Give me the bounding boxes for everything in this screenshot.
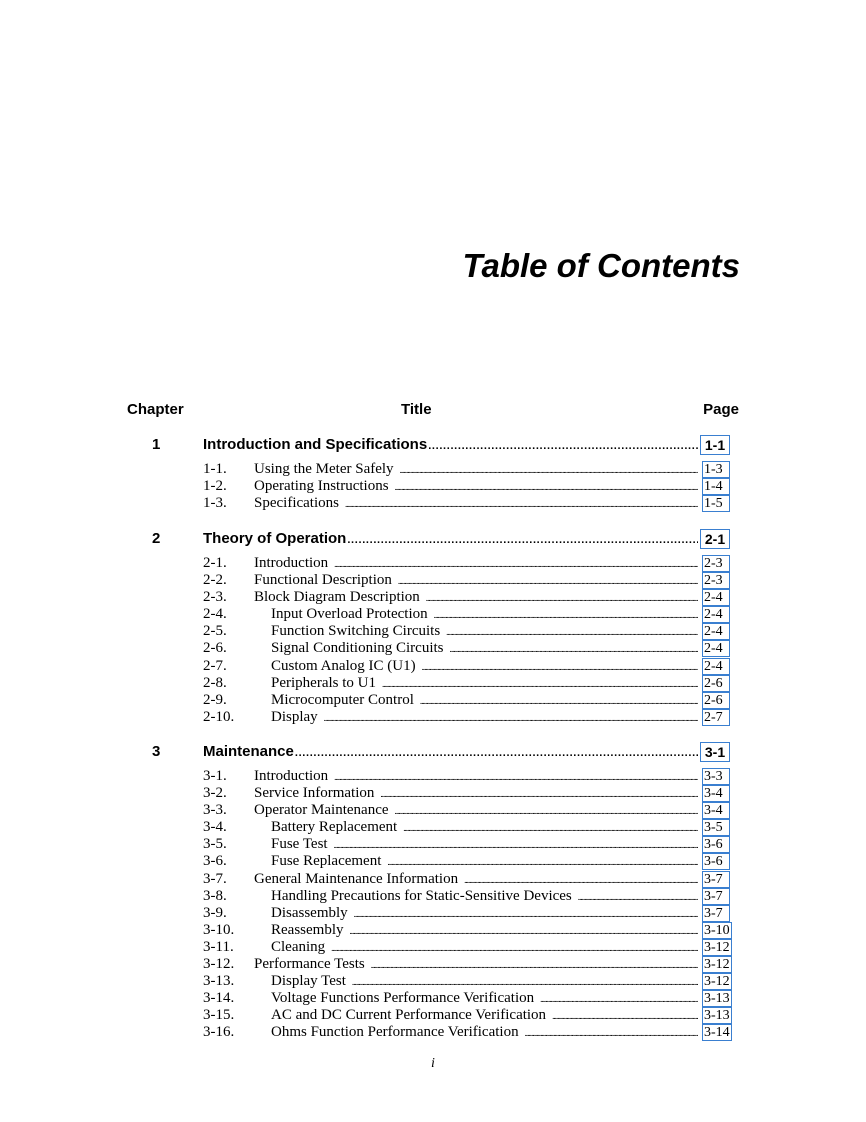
section-page-link[interactable]: 3-12 xyxy=(704,957,730,973)
chapter-title-leader xyxy=(203,435,698,456)
section-row xyxy=(0,606,866,623)
section-page-link[interactable]: 3-12 xyxy=(704,974,730,990)
chapter-row xyxy=(0,742,866,762)
section-row xyxy=(0,905,866,922)
section-page-link[interactable]: 2-6 xyxy=(702,692,730,709)
section-title-leader xyxy=(254,956,698,974)
section-title-leader xyxy=(271,888,698,906)
chapter-title-leader xyxy=(203,742,698,763)
page-title: Table of Contents xyxy=(462,247,740,284)
dot-leader xyxy=(578,889,698,906)
section-title-leader xyxy=(271,939,698,957)
section-row xyxy=(0,836,866,853)
chapter-title: Introduction and Specifications xyxy=(203,436,428,453)
section-title-leader xyxy=(271,922,698,940)
chapter-page-link[interactable]: 1-1 xyxy=(700,435,730,455)
section-page-link[interactable]: 2-3 xyxy=(702,572,730,589)
section-title: Service Information xyxy=(254,785,375,802)
section-page-link[interactable]: 3-5 xyxy=(702,819,730,836)
section-title: Performance Tests xyxy=(254,956,365,973)
section-row xyxy=(0,939,866,956)
section-title-leader xyxy=(254,802,698,820)
section-title: Operating Instructions xyxy=(254,478,389,495)
section-row xyxy=(0,973,866,990)
section-row xyxy=(0,478,866,495)
section-number: 3-3. xyxy=(203,802,227,819)
section-title: Functional Description xyxy=(254,572,392,589)
dot-leader xyxy=(347,530,698,550)
dot-leader xyxy=(350,923,699,940)
section-title-leader xyxy=(271,1007,698,1025)
section-number: 2-1. xyxy=(203,555,227,571)
section-number: 2-10. xyxy=(203,708,235,725)
section-number: 3-13. xyxy=(203,973,235,990)
dot-leader xyxy=(371,957,698,974)
section-row xyxy=(0,802,866,819)
dot-leader xyxy=(334,769,698,786)
section-title-leader xyxy=(271,990,698,1008)
chapter-column-header: Chapter xyxy=(127,401,184,418)
section-row xyxy=(0,853,866,870)
section-row xyxy=(0,990,866,1007)
section-title: Disassembly xyxy=(271,904,348,921)
section-number: 3-15. xyxy=(203,1007,235,1024)
section-row xyxy=(0,589,866,606)
dot-leader xyxy=(464,872,698,889)
section-title: Using the Meter Safely xyxy=(254,461,394,477)
dot-leader xyxy=(420,693,698,710)
section-row xyxy=(0,956,866,973)
section-title-leader xyxy=(254,785,698,803)
section-page-link[interactable]: 3-13 xyxy=(704,1008,730,1024)
section-title: AC and DC Current Performance Verification xyxy=(271,1007,547,1024)
section-row xyxy=(0,658,866,675)
dot-leader xyxy=(352,974,698,991)
section-title-leader xyxy=(254,768,698,786)
dot-leader xyxy=(428,436,698,456)
section-row xyxy=(0,461,866,478)
section-title-leader xyxy=(254,478,698,496)
chapter-page-link[interactable]: 2-1 xyxy=(700,529,730,549)
dot-leader xyxy=(450,641,698,658)
title-column-header: Title xyxy=(401,401,432,418)
section-title: Input Overload Protection xyxy=(271,606,428,623)
section-row xyxy=(0,1024,866,1041)
section-row xyxy=(0,819,866,836)
chapter-page-link[interactable]: 3-1 xyxy=(700,742,730,762)
section-title: Display Test xyxy=(271,973,346,990)
dot-leader xyxy=(334,837,698,854)
section-row xyxy=(0,572,866,589)
chapter-title: Theory of Operation xyxy=(203,530,347,547)
section-page-link[interactable]: 2-6 xyxy=(702,675,730,692)
dot-leader xyxy=(422,659,698,676)
section-row xyxy=(0,640,866,657)
section-number: 1-3. xyxy=(203,495,227,512)
chapter-number: 3 xyxy=(152,743,161,760)
section-row xyxy=(0,785,866,802)
section-number: 1-2. xyxy=(203,478,227,495)
chapter-title: Maintenance xyxy=(203,743,294,760)
section-page-link[interactable]: 2-4 xyxy=(702,640,730,657)
section-number: 2-3. xyxy=(203,589,227,606)
dot-leader xyxy=(395,479,698,496)
section-page-link[interactable]: 3-12 xyxy=(704,939,730,955)
chapter-title-leader xyxy=(203,529,698,550)
section-title-leader xyxy=(271,675,698,693)
section-title-leader xyxy=(254,589,698,607)
section-title-leader xyxy=(271,658,698,676)
section-number: 3-2. xyxy=(203,785,227,802)
section-page-link[interactable]: 2-4 xyxy=(702,658,730,675)
dot-leader xyxy=(403,820,698,837)
section-title-leader xyxy=(271,640,698,658)
section-title-leader xyxy=(271,1024,698,1042)
dot-leader xyxy=(398,573,698,590)
section-number: 3-9. xyxy=(203,904,227,921)
section-list xyxy=(0,555,866,726)
dot-leader xyxy=(331,940,698,957)
section-title: General Maintenance Information xyxy=(254,870,459,887)
section-number: 3-14. xyxy=(203,990,235,1007)
section-page-link[interactable]: 3-10 xyxy=(704,922,730,938)
chapter-row xyxy=(0,529,866,549)
dot-leader xyxy=(345,496,698,513)
section-row xyxy=(0,495,866,512)
page-column-header: Page xyxy=(703,401,739,418)
section-row xyxy=(0,1007,866,1024)
section-title-leader xyxy=(254,555,698,573)
section-title-leader xyxy=(271,692,698,710)
section-page-link[interactable]: 1-5 xyxy=(702,495,730,512)
section-row xyxy=(0,692,866,709)
section-page-link[interactable]: 3-6 xyxy=(702,836,730,853)
section-title-leader xyxy=(271,973,698,991)
dot-leader xyxy=(434,607,698,624)
section-number: 3-5. xyxy=(203,836,227,853)
section-title: Operator Maintenance xyxy=(254,802,389,819)
section-page-link[interactable]: 3-6 xyxy=(702,853,730,870)
section-number: 3-12. xyxy=(203,956,235,973)
section-title: Fuse Test xyxy=(271,836,328,853)
section-title-leader xyxy=(271,606,698,624)
section-number: 2-4. xyxy=(203,606,227,623)
section-title: Specifications xyxy=(254,495,339,512)
section-list xyxy=(0,768,866,1042)
section-title: Cleaning xyxy=(271,938,326,955)
dot-leader xyxy=(446,624,698,641)
section-list xyxy=(0,461,866,512)
section-page-link[interactable]: 2-3 xyxy=(702,555,730,572)
section-page-link[interactable]: 3-13 xyxy=(704,991,730,1007)
section-row xyxy=(0,675,866,692)
dot-leader xyxy=(426,590,698,607)
section-number: 3-11. xyxy=(203,938,234,955)
chapter-number: 2 xyxy=(152,530,161,547)
dot-leader xyxy=(400,462,698,479)
dot-leader xyxy=(380,786,698,803)
section-title-leader xyxy=(254,495,698,513)
section-title: Custom Analog IC (U1) xyxy=(271,657,416,674)
section-row xyxy=(0,888,866,905)
section-title-leader xyxy=(254,461,698,479)
section-number: 1-1. xyxy=(203,461,227,477)
section-number: 3-8. xyxy=(203,887,227,904)
section-title-leader xyxy=(271,819,698,837)
section-page-link[interactable]: 3-3 xyxy=(702,768,730,785)
section-number: 2-2. xyxy=(203,572,227,589)
section-title: Function Switching Circuits xyxy=(271,623,441,640)
section-title: Voltage Functions Performance Verification xyxy=(271,990,535,1007)
page-number: i xyxy=(431,1056,435,1071)
section-number: 2-9. xyxy=(203,691,227,708)
section-page-link[interactable]: 3-7 xyxy=(702,888,730,905)
section-page-link[interactable]: 3-4 xyxy=(702,802,730,819)
section-page-link[interactable]: 3-7 xyxy=(702,905,730,922)
section-number: 2-7. xyxy=(203,657,227,674)
section-title-leader xyxy=(254,871,698,889)
section-title: Battery Replacement xyxy=(271,819,398,836)
section-number: 3-1. xyxy=(203,768,227,784)
section-row xyxy=(0,871,866,888)
section-number: 3-16. xyxy=(203,1024,235,1041)
dot-leader xyxy=(540,991,698,1008)
section-page-link[interactable]: 2-7 xyxy=(702,709,730,726)
section-number: 2-8. xyxy=(203,674,227,691)
section-title: Display xyxy=(271,708,318,725)
section-title-leader xyxy=(271,709,698,727)
section-number: 3-7. xyxy=(203,870,227,887)
section-title: Introduction xyxy=(254,768,329,784)
section-number: 2-6. xyxy=(203,640,227,657)
section-title: Block Diagram Description xyxy=(254,589,420,606)
section-title-leader xyxy=(271,905,698,923)
section-row xyxy=(0,555,866,572)
dot-leader xyxy=(395,803,698,820)
dot-leader xyxy=(525,1025,698,1042)
dot-leader xyxy=(387,854,698,871)
section-title-leader xyxy=(271,836,698,854)
section-number: 3-6. xyxy=(203,853,227,870)
section-page-link[interactable]: 3-7 xyxy=(702,871,730,888)
dot-leader xyxy=(324,710,698,727)
section-title-leader xyxy=(271,623,698,641)
section-page-link[interactable]: 2-4 xyxy=(702,606,730,623)
section-row xyxy=(0,623,866,640)
section-title: Peripherals to U1 xyxy=(271,674,376,691)
dot-leader xyxy=(295,743,698,763)
section-page-link[interactable]: 1-4 xyxy=(702,478,730,495)
chapter-row xyxy=(0,435,866,455)
dot-leader xyxy=(354,906,698,923)
section-page-link[interactable]: 1-3 xyxy=(702,461,730,478)
section-title: Ohms Function Performance Verification xyxy=(271,1024,519,1041)
section-row xyxy=(0,768,866,785)
section-title: Handling Precautions for Static-Sensitive Devices xyxy=(271,887,572,904)
dot-leader xyxy=(552,1008,698,1025)
section-row xyxy=(0,709,866,726)
section-page-link[interactable]: 3-4 xyxy=(702,785,730,802)
section-number: 3-10. xyxy=(203,921,235,938)
section-number: 2-5. xyxy=(203,623,227,640)
section-title: Signal Conditioning Circuits xyxy=(271,640,444,657)
section-row xyxy=(0,922,866,939)
section-title-leader xyxy=(254,572,698,590)
section-page-link[interactable]: 3-14 xyxy=(704,1025,730,1041)
section-title-leader xyxy=(271,853,698,871)
dot-leader xyxy=(334,556,698,573)
section-title: Reassembly xyxy=(271,921,344,938)
section-page-link[interactable]: 2-4 xyxy=(702,589,730,606)
chapter-number: 1 xyxy=(152,436,161,453)
section-number: 3-4. xyxy=(203,819,227,836)
section-title: Microcomputer Control xyxy=(271,691,414,708)
section-title: Fuse Replacement xyxy=(271,853,382,870)
dot-leader xyxy=(382,676,698,693)
section-title: Introduction xyxy=(254,555,329,571)
section-page-link[interactable]: 2-4 xyxy=(702,623,730,640)
